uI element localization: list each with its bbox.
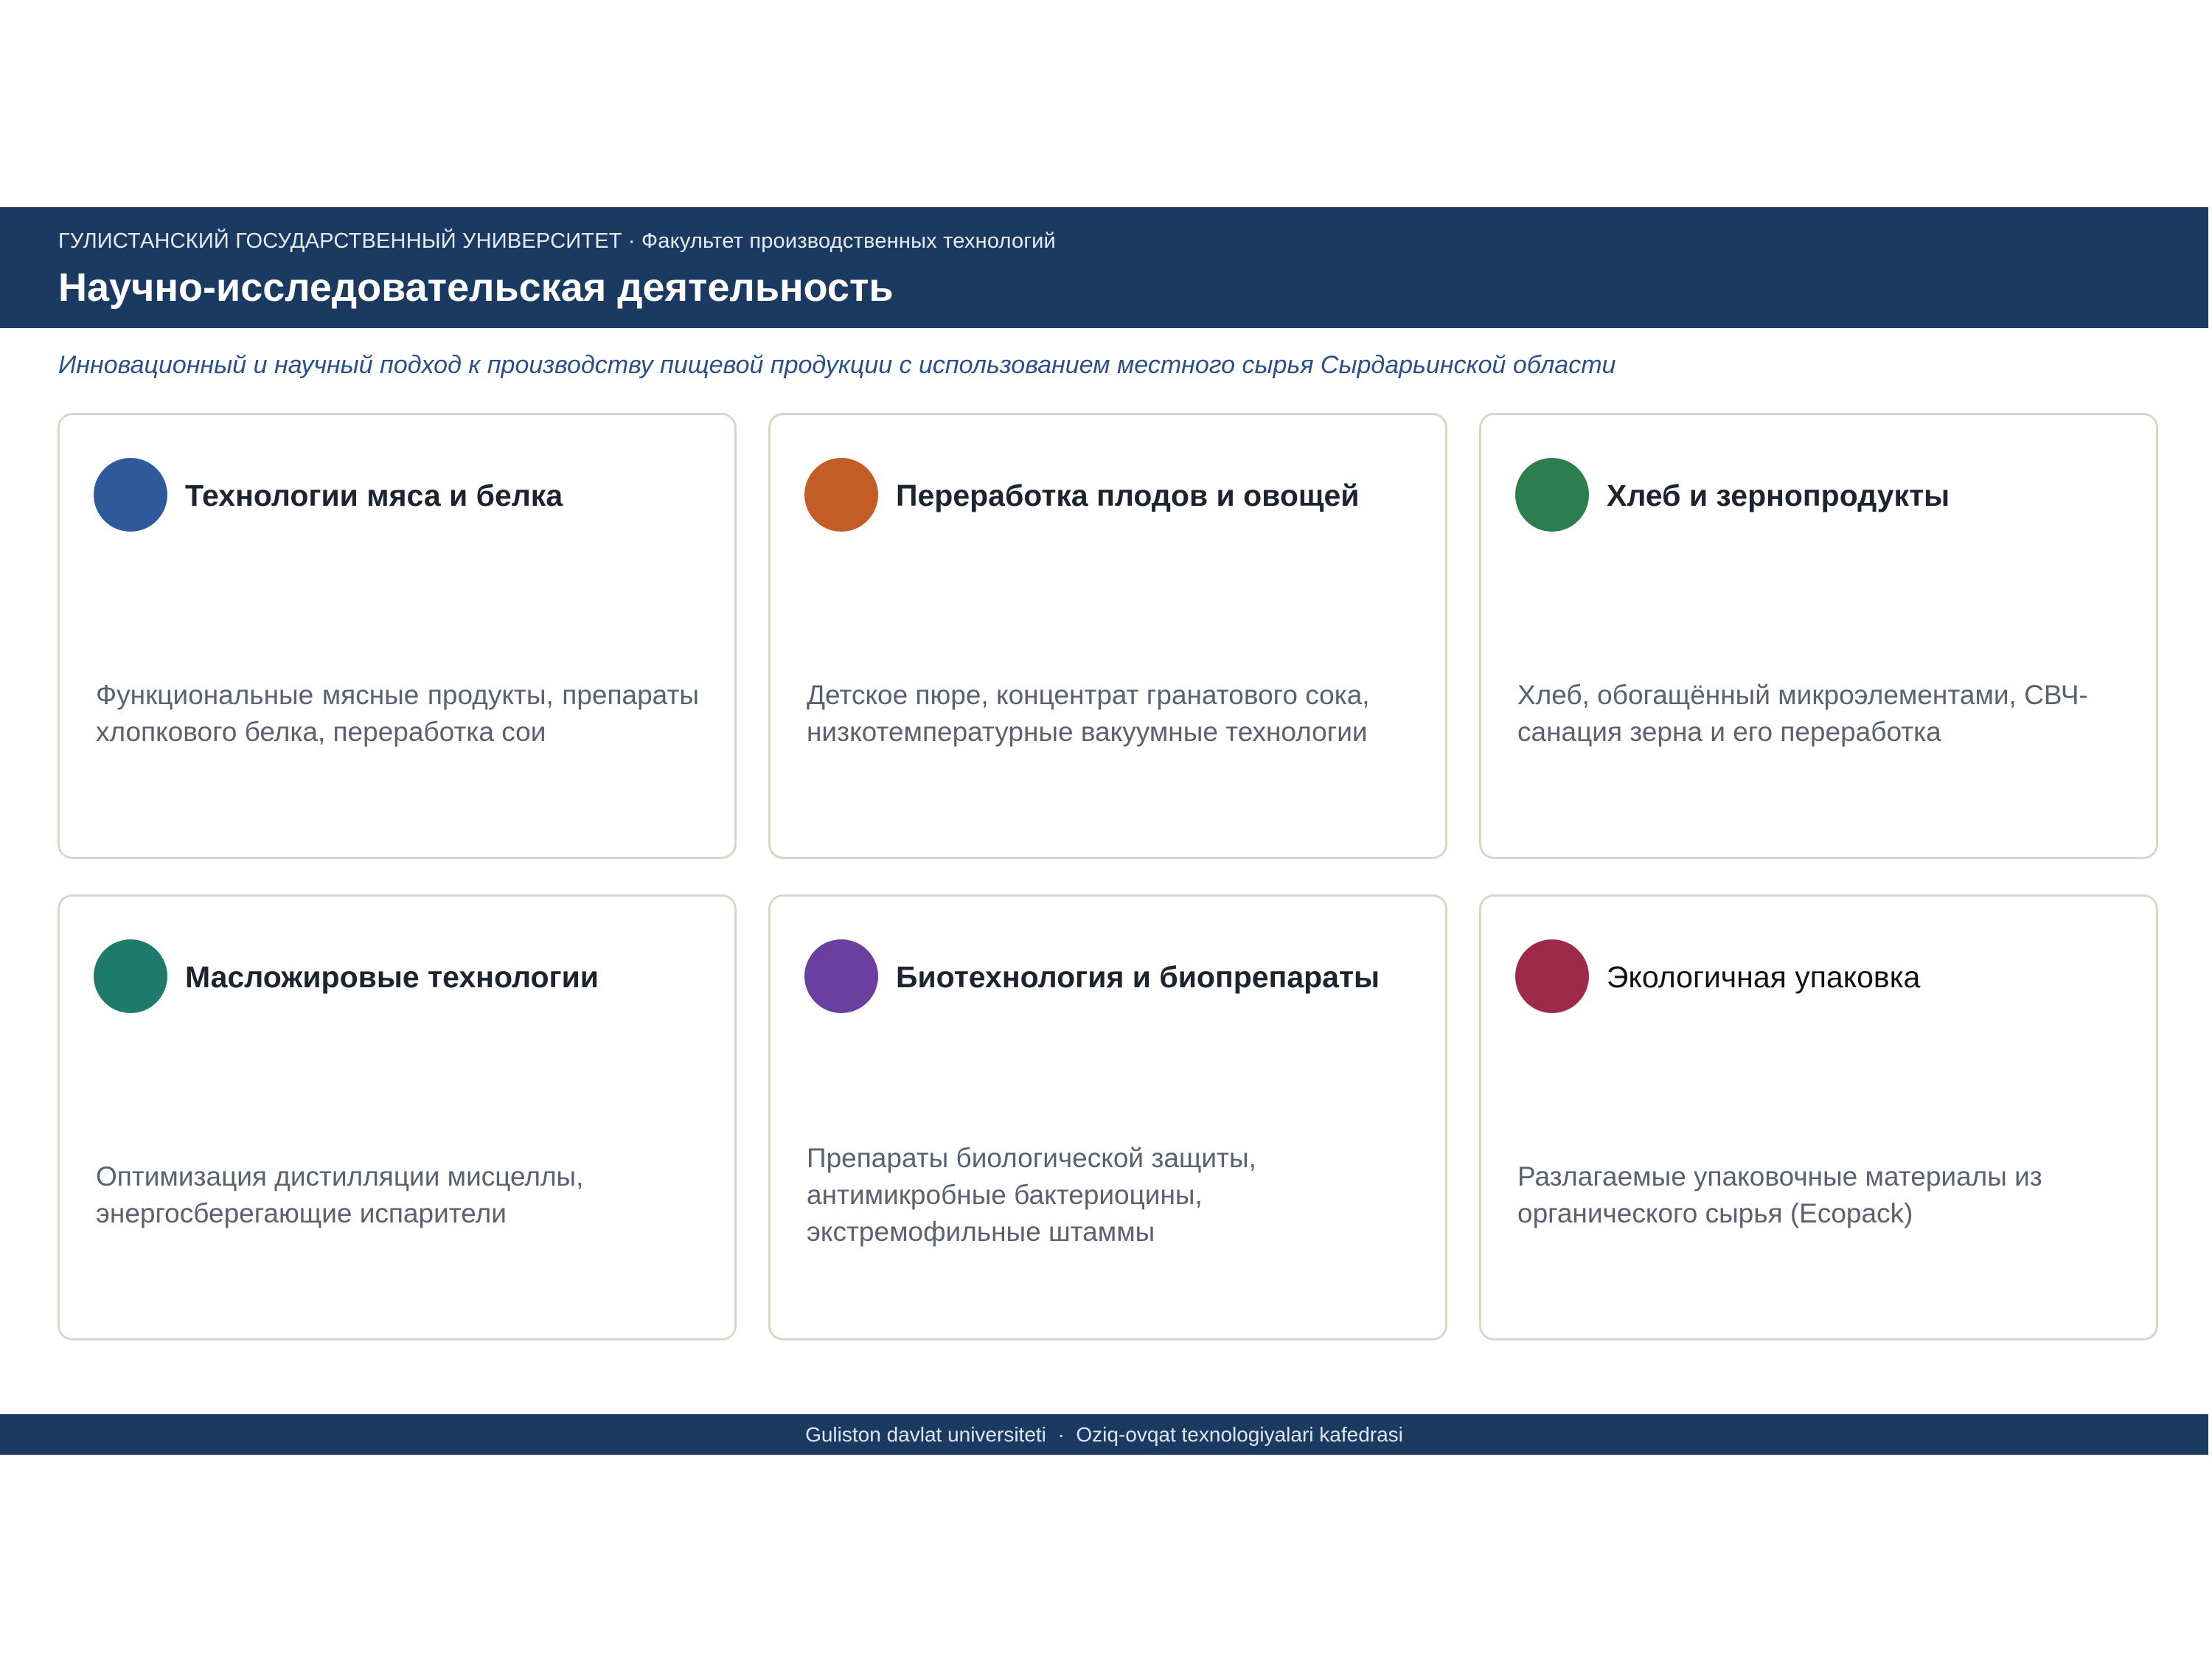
header-organization: ГУЛИСТАНСКИЙ ГОСУДАРСТВЕННЫЙ УНИВЕРСИТЕТ · Факультет производственных технологий (58, 229, 1056, 253)
card-description: Хлеб, обогащённый микроэлементами, СВЧ-санация зерна и его переработка (1517, 679, 2088, 747)
card-color-dot (94, 458, 167, 532)
card-description-wrap (96, 1081, 699, 1309)
card-eco-packaging (1479, 894, 2158, 1340)
card-bread-grain (1479, 413, 2158, 859)
card-description: Детское пюре, концентрат гранатового сока, низкотемпературные вакуумные технологии (807, 679, 1370, 747)
card-title: Биотехнология и биопрепараты (896, 960, 1380, 994)
card-color-dot (94, 939, 167, 1013)
card-description: Разлагаемые упаковочные материалы из органического сырья (Ecopack) (1517, 1161, 2042, 1228)
card-color-dot (804, 458, 878, 532)
card-description-wrap (807, 1081, 1410, 1309)
card-title: Масложировые технологии (185, 960, 599, 994)
footer-band (0, 1414, 2208, 1455)
page-subtitle: Инновационный и научный подход к производству пищевой продукции с использованием местного сырья Сырдарьинской области (58, 351, 1616, 379)
card-description-wrap (807, 599, 1410, 827)
card-title: Хлеб и зернопродукты (1607, 479, 1950, 512)
card-color-dot (1515, 939, 1589, 1013)
card-description-wrap (96, 599, 699, 827)
card-description-wrap (1517, 1081, 2121, 1309)
card-meat-protein (58, 413, 737, 859)
card-color-dot (804, 939, 878, 1013)
card-title: Экологичная упаковка (1607, 960, 1921, 994)
page-title: Научно-исследовательская деятельность (58, 265, 894, 310)
card-title: Технологии мяса и белка (185, 479, 563, 512)
footer-text: Guliston davlat universiteti · Oziq-ovqat texnologiyalari kafedrasi (805, 1422, 1403, 1446)
card-description: Функциональные мясные продукты, препараты хлопкового белка, переработка сои (96, 679, 699, 747)
card-color-dot (1515, 458, 1589, 532)
card-biotechnology (768, 894, 1447, 1340)
card-oil-fat (58, 894, 737, 1340)
card-description-wrap (1517, 599, 2121, 827)
header-band (0, 207, 2208, 328)
card-description: Препараты биологической защиты, антимикробные бактериоцины, экстремофильные штаммы (807, 1142, 1256, 1247)
card-title: Переработка плодов и овощей (896, 479, 1360, 512)
card-description: Оптимизация дистилляции мисцеллы, энергосберегающие испарители (96, 1161, 584, 1228)
card-fruits-vegetables (768, 413, 1447, 859)
